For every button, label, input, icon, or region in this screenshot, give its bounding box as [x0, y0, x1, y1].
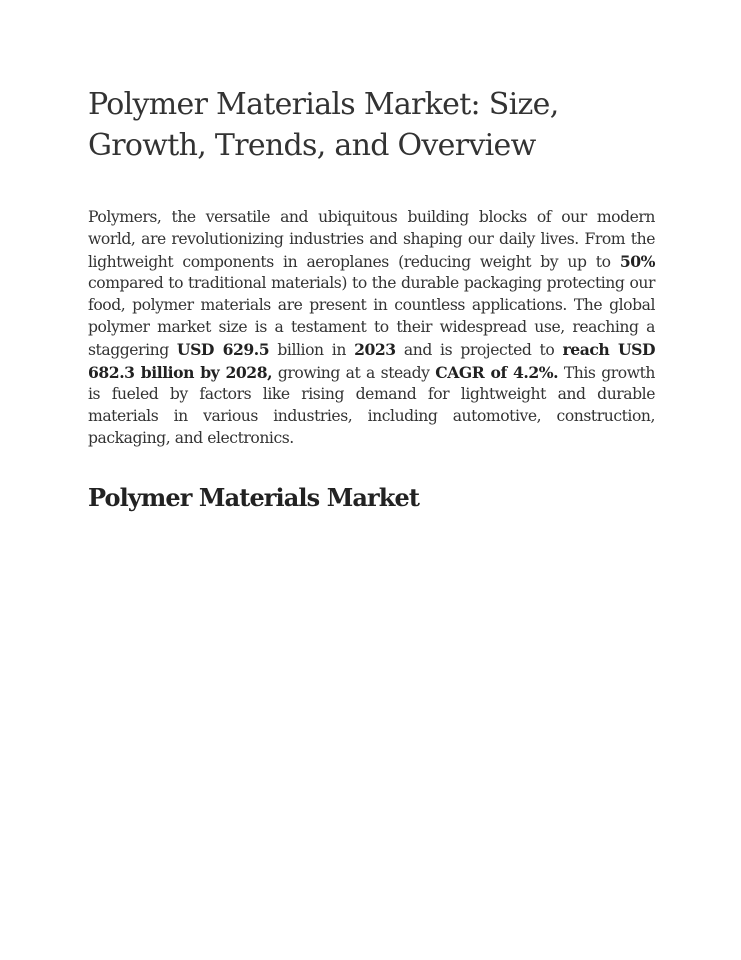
- intro-bold-year: 2023: [354, 339, 396, 359]
- intro-bold-market-size: USD 629.5: [176, 339, 270, 359]
- intro-bold-weight-reduction: 50%: [619, 251, 655, 271]
- intro-paragraph: [88, 207, 655, 450]
- intro-bold-cagr: CAGR of 4.2%.: [435, 362, 559, 382]
- intro-text-2: compared to traditional materials) to the durable packaging protecting our food, polymer materials are present in countless applications. The global polymer market size is a testament to their widespread use, reaching a staggering: [88, 274, 655, 359]
- intro-text-4: and is projected to: [395, 340, 563, 359]
- document-content: [88, 84, 655, 513]
- intro-text-5: growing at a steady: [272, 363, 436, 382]
- intro-text-6: This growth is fueled by factors like rising demand for lightweight and durable materials in various industries, including automotive, construction, packaging, and electronics.: [88, 363, 655, 447]
- intro-text-1: Polymers, the versatile and ubiquitous building blocks of our modern world, are revolutionizing industries and shaping our daily lives. From the lightweight components in aeroplanes (reducing weight by up to: [88, 208, 655, 271]
- intro-text-3: billion in: [269, 340, 355, 359]
- intro-bold-projection: reach USD 682.3 billion by 2028,: [88, 339, 656, 382]
- document-title: Polymer Materials Market: Size, Growth, Trends, and Overview: [88, 87, 559, 163]
- section-heading: Polymer Materials Market: [88, 482, 420, 512]
